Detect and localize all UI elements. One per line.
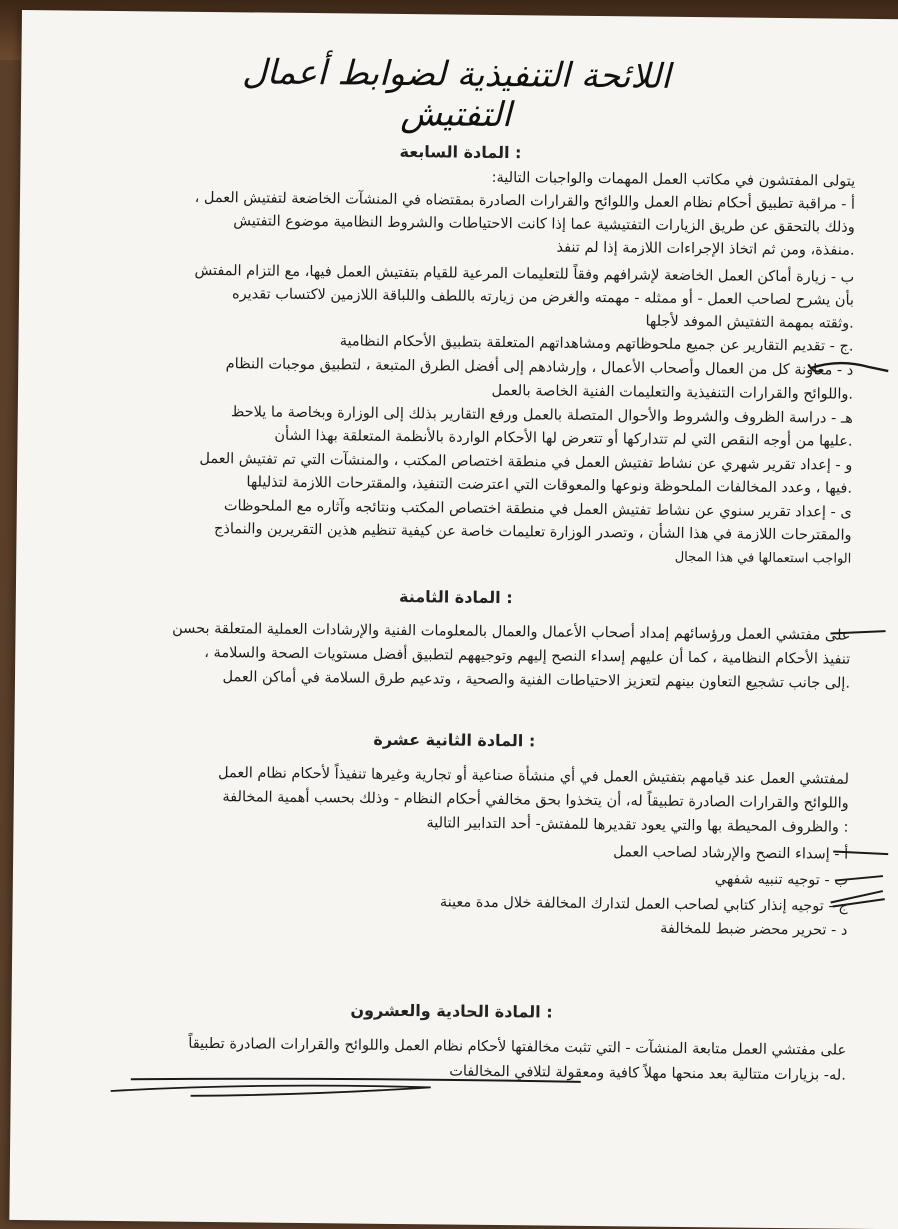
article-7-line: يتولى المفتشون في مكاتب العمل المهمات والواجبات التالية: — [491, 169, 856, 190]
article-7-line: و - إعداد تقرير شهري عن نشاط تفتيش العمل في منطقة اختصاص المكتب ، والمنشآت التي تم تفتيش العمل — [199, 450, 853, 474]
article-12-line: لمفتشي العمل عند قيامهم بتفتيش العمل في أي منشأة صناعية أو تجارية وغيرها تنفيذاً لأحكام نظام العمل — [217, 765, 850, 788]
article-7-line: أ - مراقبة تطبيق أحكام نظام العمل واللوائح والقرارات الصادرة بمقتضاه في المنشآت الخاضعة لتفتيش العمل ، — [194, 189, 856, 213]
article-12-measure-d: د - تحرير محضر ضبط للمخالفة — [660, 920, 848, 939]
article-7-line: بأن يشرح لصاحب العمل - أو ممثله - مهمته والغرض من زيارته باللطف واللباقة اللازمين لاكتساب تقديره — [231, 286, 855, 309]
article-8-heading: : المادة الثامنة — [398, 586, 513, 608]
article-12-line: واللوائح والقرارات الصادرة تطبيقاً له، أن يتخذوا بحق مخالفي أحكام النظام - وذلك بحسب أهمية المخالفة — [222, 789, 849, 812]
pen-underline-article-21-double — [111, 1083, 431, 1098]
article-7-line: .منفذة، ومن ثم اتخاذ الإجراءات اللازمة إذا لم تنفذ — [556, 239, 855, 259]
article-7-line: الواجب استعمالها في هذا المجال — [674, 549, 852, 567]
pen-mark-measure-c — [831, 891, 885, 908]
article-7-heading: : المادة السابعة — [399, 141, 522, 163]
article-7-line: والمقترحات اللازمة في هذا الشأن ، وتصدر الوزارة تعليمات خاصة عن كيفية تنظيم هذين التقريرين والنماذج — [213, 521, 852, 544]
article-7-line: .فيها ، وعدد المخالفات الملحوظة ونوعها والمعوقات التي اعترضت التنفيذ، والمقترحات اللازمة لتذليلها — [246, 474, 853, 497]
article-7-line: وذلك بالتحقق عن طريق الزيارات التفتيشية عما إذا كانت الاحتياطات والشروط النظامية موضوع التفتيش — [233, 213, 855, 236]
article-12-measure-a: أ - إسداء النصح والإرشاد لصاحب العمل — [613, 844, 849, 863]
article-7-line: .واللوائح والقرارات التنفيذية والتعليمات الفنية الخاصة بالعمل — [491, 382, 854, 403]
article-7-line: هـ - دراسة الظروف والشروط والأحوال المتصلة بالعمل ورفع التقارير بذلك إلى الوزارة وبخاصة ما يلاحظ — [230, 404, 853, 427]
article-8-line: .إلى جانب تشجيع التعاون بينهم لتعزيز الاحتياطات الفنية والصحية ، وتدعيم طرق السلامة في أماكن العمل — [222, 669, 851, 692]
pen-underline-article-21 — [131, 1077, 581, 1084]
pen-mark-measure-a — [833, 852, 888, 855]
article-8-line: تنفيذ الأحكام النظامية ، كما أن عليهم إسداء النصح إليهم وتوجيههم لتطبيق أفضل مستويات الصحة والسلامة ، — [204, 644, 851, 668]
article-21-line: على مفتشي العمل متابعة المنشآت - التي تثبت مخالفتها لأحكام نظام العمل واللوائح والقرارات الصادرة تطبيقاً — [188, 1035, 847, 1059]
pen-marks — [9, 10, 898, 1219]
article-8-line: على مفتشي العمل ورؤسائهم إمداد أصحاب الأعمال والعمال بالمعلومات الفنية والإرشادات العملية المتعلقة بحسن — [172, 620, 851, 644]
document-sheet — [9, 10, 898, 1229]
article-7-line: ب - زيارة أماكن العمل الخاضعة لإشرافهم وفقاً للتعليمات المرعية للقيام بتفتيش العمل فيها، مع التزام المفتش — [194, 262, 855, 286]
article-21-line: .له- بزيارات متتالية بعد منحها مهلاً كافية ومعقولة لتلافي المخالفات — [449, 1063, 846, 1084]
article-12-line: : والظروف المحيطة بها والتي يعود تقديرها للمفتش- أحد التدابير التالية — [426, 815, 849, 836]
article-12-measure-b: ب - توجيه تنبيه شفهي — [714, 871, 849, 889]
pen-mark-measure-b — [835, 876, 883, 882]
article-12-measure-c: ج - توجيه إنذار كتابي لصاحب العمل لتدارك المخالفة خلال مدة معينة — [439, 894, 848, 915]
article-7-line: د - معاونة كل من العمال وأصحاب الأعمال ، وإرشادهم إلى أفضل الطرق المتبعة ، لتطبيق موجبات النظام — [225, 356, 854, 379]
article-7-line: .وثقته بمهمة التفتيش الموفد لأجلها — [645, 313, 854, 332]
pen-mark-article-8 — [831, 631, 886, 635]
article-7-line: .عليها من أوجه النقص التي لم تتداركها أو تتعرض لها الأحكام الواردة بالأنظمة المتعلقة بهذا الشأن — [274, 427, 853, 450]
article-12-heading: : المادة الثانية عشرة — [373, 729, 536, 751]
handwritten-title: اللائحة التنفيذية لضوابط أعمال التفتيش — [241, 52, 671, 136]
article-21-heading: : المادة الحادية والعشرون — [350, 1000, 553, 1022]
article-7-line: .ج - تقديم التقارير عن جميع ملحوظاتهم ومشاهداتهم المتعلقة بتطبيق الأحكام النظامية — [339, 333, 854, 355]
article-7-line: ى - إعداد تقرير سنوي عن نشاط تفتيش العمل في منطقة اختصاص المكتب ونتائجه وآثاره مع الملحوظات — [223, 498, 852, 521]
